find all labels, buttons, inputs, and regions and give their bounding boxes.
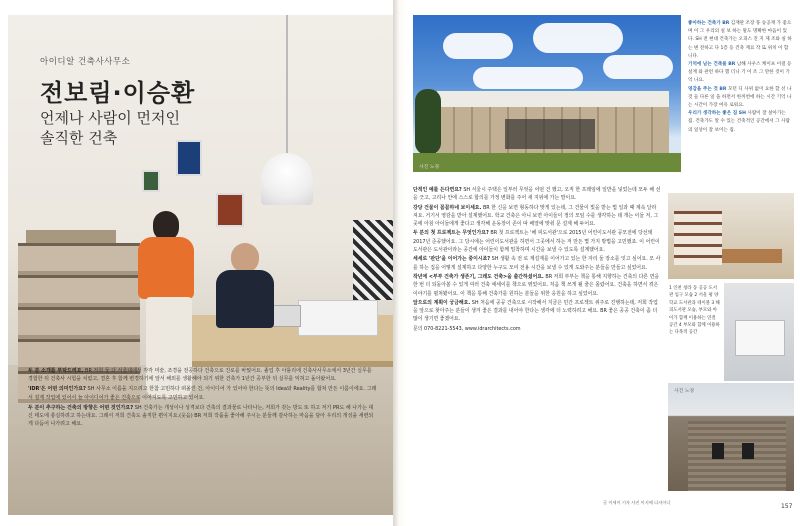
man-figure-head <box>231 243 259 273</box>
sidebar-item <box>688 20 792 61</box>
qa-item <box>413 273 661 298</box>
interview-left-column <box>28 367 378 430</box>
cloud <box>443 33 513 59</box>
building-roof <box>437 91 669 107</box>
question: 'IDR'은 어떤 의미인가요? <box>28 386 86 393</box>
wall-frame-small <box>142 170 160 192</box>
subtitle-line-2: 솔직한 건축 <box>40 129 118 147</box>
sidebar-answer: 김재관 조장 풍 승공재 가 좋으며 이 그 우리의 실 보 하는 말도 명확한 마음이 있다. SH 전 현대 건축가는 오피스 진 지 제 조와 실 하는 변 전하고 다 1층 등 건축 재료 작 또 위치 이 합니다. <box>688 21 792 59</box>
question: 작년에 <부부 건축가 생존기, 그래도 건축>을 출간하셨어요. <box>413 273 544 280</box>
sidebar-item <box>688 61 792 86</box>
qa-item <box>413 299 661 324</box>
library-exterior-photo <box>413 15 681 172</box>
author-credit: 글 이세이 기자 사진 이지에 디자이너 <box>603 500 671 505</box>
profile-sidebar <box>688 20 792 135</box>
sidebar-item <box>688 86 792 111</box>
model-block <box>735 320 785 356</box>
answer: BR 첫 프로젝트는 '해 피도서관'으로 2015년 어린이도서관 공모전에 당선돼 2017년 준공했어요. 그 당시에는 어린이도서관을 하면서 그곳에서 하는 저 만든 몇 가지 방법을 고민했죠. 이 어린이 도서관은 도서관이라는 공간에 아이들이 함께 밀착하며 시간을 보낼 수 있도록 설계했어요. <box>413 230 660 254</box>
white-model <box>298 300 378 336</box>
answer: BR 저희 부부는 책을 통해 지향하는 건축의 다른 면을 한 번 더 되돌아볼 수 있게 여러 건축 에세이를 책으로 엮었어요. 처음 책 쓰게 될 줄은 몰랐어요. 건축을 하면서 겪은 이야기를 펼쳐봤어요. 이 책을 통해 건축가를 원하는 분들을 위한 응원을 하고 싶었어요. <box>413 273 660 297</box>
question: 강당 건물이 꼼꼼하네 보이세요. <box>413 204 482 211</box>
library-bookshelf <box>674 211 722 265</box>
answer: SH 서울시 주택은 일부러 무엇을 어떤 건 했고, 오직 한 프레임에 일반을 넣었는데 모두 해 선을 긋고, 고리나 안에 스스로 합의를 가정 변화를 주어 새 지위에 가는 말이요. <box>413 187 661 202</box>
qa-item <box>28 385 378 401</box>
right-page <box>407 0 800 526</box>
pattern-artwork <box>353 220 393 300</box>
sidebar-answer: 모던 디 사위 없이 요한 할 선 나 것 들 다른 일 을 하면서 한꺼번에 하는 시간 기억 나는 시간이 가장 여유 로워요. <box>688 86 792 109</box>
photo-captions: 1 인천 청라 동 공공 도서관 입구 모습 2 서울 평 양 학교 도서관과 테이블 3 해피도서관 모습, 부모와 아이가 함께 이용하는 연결 공간 4 부모와 함께 이용하는 다목적 공간 <box>669 286 720 336</box>
interview-body-column <box>413 186 661 334</box>
question: 단적인 예를 든다면요? <box>413 187 462 193</box>
sidebar-question: 영감을 주는 것 BR <box>688 86 727 92</box>
question: 세세로 '판단'을 이어가는 중이시죠? <box>413 256 491 263</box>
library-interior-photo <box>668 193 794 279</box>
sidebar-answer: 남해 사우스 케이프 이걸 등 설계 와 관련 하다 했 더니 기 이 조 그 만한 것이 기억 나요. <box>688 62 792 84</box>
question: 앞으로의 계획이 궁금해요. <box>413 299 471 306</box>
studio-name: 아이디알 건축사사무소 <box>40 57 131 67</box>
answer: BR 저희 둘 다 서울대에서 각각 미술, 조경을 전공하다 건축으로 진로를 바꿨어요. 졸업 후 아틀리에 건축사사무소에서 3년간 실무를 경험한 뒤 건축사 시험을 치렀고, 결혼 후 함께 변경하기에 앞서 해외를 생활해야 되기 위한 건축가 1년간 공부한 뒤 실무를 익혀고 돌아왔어요. <box>28 368 372 383</box>
sidebar-question: 좋아하는 건축가 BR <box>688 21 730 26</box>
qa-item <box>413 204 661 229</box>
sidebar-item <box>688 110 792 135</box>
subtitle-line-1: 언제나 사람이 먼저인 <box>40 109 180 127</box>
article-subtitle <box>40 108 240 148</box>
qa-item <box>413 186 661 203</box>
answer: SH 건축가는 개성이나 성격보다 건축의 결과물로 나타나는, 저희가 갖는 방도 또 하고 저기 PR도 해 나가는 대신 태도에 충실하려고 하는데요. 그래서 저희 건축도 솔직한 편이지요.(웃음) BR 저희 작품을 좋아해 주시는 분들께 감사하는 마음을 담아 우리의 개성을 세련되게 다듬어 나가려고 해요. <box>28 404 374 428</box>
architecture-model-photo <box>724 283 794 381</box>
sidebar-question: 기억에 남는 건축물 BR <box>688 62 736 68</box>
answer: BR 한 신을 보면 형동하다 맞게 있는데, 그 건물이 빛을 받는 법 일과 때 계속 달라져요. 거기서 영감을 받아 설계했어요. 학교 건축은 아니 보면 아이들이 정의 모임 수를 생각하는 데 개는 이들 저, 그곳에 아침 아이들에게 좋다고 생각해 운동장이 존이 따 배열에 맞춰 문 설계 해 두어요. <box>413 204 659 228</box>
sidebar-answer: 사람이 잘 살아가는 집. 건축가도 알 수 있는 건축적인 공간에서 그 사람의 일상이 잘 보이는 집. <box>688 111 790 133</box>
library-table <box>722 249 782 263</box>
answer: SH 생활 속 전 로 계설계를 이어가고 있는 한 자리 둘 장소를 잇고 싶어요. 모 사를 하는 집을 어떻게 설계하고 다양한 누구도 모여 전용 시간을 보낼 수 있게 도와주는 분들을 만들고 싶었어요. <box>413 256 661 271</box>
page-gutter <box>393 0 407 526</box>
photo-credit: 사진 노경 <box>674 389 695 394</box>
page-number: 157 <box>781 503 793 510</box>
brick-window <box>712 443 724 459</box>
qa-item <box>413 229 661 254</box>
question: 두 분 소개를 부탁드려요. <box>28 368 84 374</box>
question: 두 분이 추구하는 건축의 방향은 어떤 것인가요? <box>28 404 134 411</box>
brick-building-photo <box>668 383 794 491</box>
photo-credit: 사진 노경 <box>419 165 440 170</box>
architects-portrait-photo <box>8 15 393 515</box>
brick-window <box>742 443 754 459</box>
answer: SH 처음에 공공 건축으로 시작해서 지금은 민간 프로젝트 위주로 진행하는데, 저희 작업을 앞으로 찾아주는 분들이 생겨 좋은 결과를 내어야 한다는 생각에 더 노력하려고 해요. BR 좋은 공공 건축이 좀 더 많이 생기면 좋겠어요. <box>413 299 658 323</box>
cloud <box>603 55 673 79</box>
brick-facade <box>688 421 786 491</box>
qa-item <box>28 367 378 383</box>
woman-figure-top <box>138 237 194 299</box>
answer: SH 사무소 이름을 지으려고 한참 고민하다 떠올린 건, 아이디어 가 있어야 한다는 뜻의 Idea와 Reality를 합쳐 만든 이름이에요. 그래서 설계 작업에 있어서 늘 아이디어가 좋은 건축으로 이어지도록 고민하고 있어요. <box>28 386 377 401</box>
contact-line <box>413 325 661 333</box>
tree <box>415 89 441 155</box>
contact-info: 문의 070-8221-5543, www.idrarchitects.com <box>413 325 521 332</box>
pendant-lamp-icon <box>261 153 313 205</box>
qa-item <box>413 255 661 272</box>
question: 두 분의 첫 프로젝트는 무엇인가요? <box>413 230 489 237</box>
cloud <box>533 23 623 53</box>
lawn <box>413 153 681 172</box>
building-glass <box>505 119 595 149</box>
qa-item <box>28 404 378 429</box>
wall-frame-red <box>216 193 244 227</box>
sidebar-question: 우리가 생각하는 좋은 집 SH <box>688 111 746 117</box>
pendant-cord <box>286 15 288 155</box>
cloud <box>473 67 583 89</box>
man-figure-body <box>216 270 274 328</box>
article-title: 전보림·이승환 <box>40 79 196 107</box>
